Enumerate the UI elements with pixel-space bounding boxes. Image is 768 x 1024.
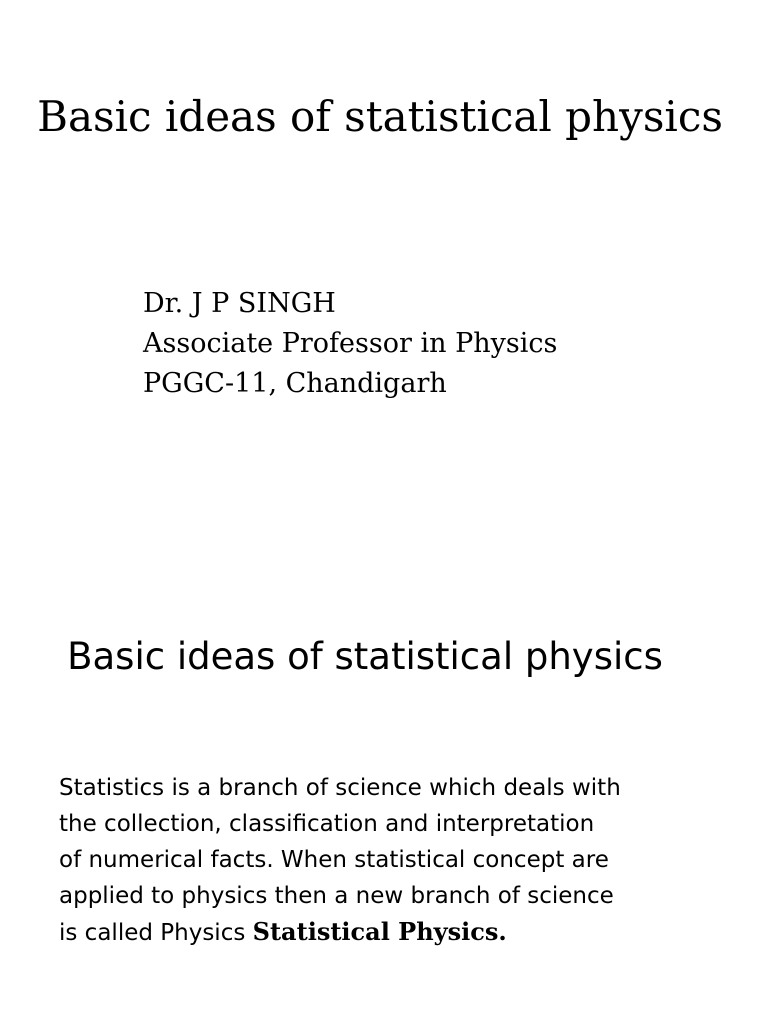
body-bold-term: Statistical Physics. <box>252 917 507 946</box>
author-name: Dr. J P SINGH <box>143 288 336 319</box>
slide-content <box>0 512 768 1024</box>
body-line: of numerical facts. When statistical concept are <box>59 847 609 873</box>
body-line: the collection, classification and interpretation <box>59 811 595 837</box>
slide-content-heading: Basic ideas of statistical physics <box>67 635 663 678</box>
body-line-last <box>59 914 719 951</box>
body-paragraph <box>59 770 719 951</box>
body-last-prefix: is called Physics <box>59 920 253 946</box>
body-line: applied to physics then a new branch of science <box>59 883 614 909</box>
author-block <box>143 284 557 404</box>
author-affiliation: PGGC-11, Chandigarh <box>143 368 447 399</box>
body-line: Statistics is a branch of science which deals with <box>59 775 621 801</box>
author-position: Associate Professor in Physics <box>143 328 558 359</box>
slide-title-heading: Basic ideas of statistical physics <box>37 92 723 141</box>
